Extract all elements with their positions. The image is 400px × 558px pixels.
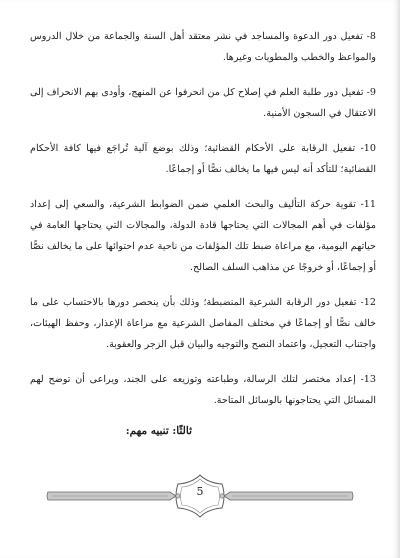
paragraph-item-8: 8- تفعيل دور الدعوة والمساجد في نشر معتقد أهل السنة والجماعة من خلال الدروس والمواعظ والخطب والمطويات وغيرها. [30,31,376,63]
paragraph-item-13: 13- إعداد مختصر لتلك الرسالة، وطباعته وتوزيعه على الجند، ويراعى أن توضح لهم المسائل التي يحتاجونها بالوسائل المتاحة. [30,374,376,406]
section-heading: ثالثًا: تنبيه مهم: [125,425,192,437]
paragraph-item-10: 10- تفعيل الرقابة على الأحكام القضائية؛ وذلك بوضع آلية تُراجَع فيها كافة الأحكام القضائية؛ للتأكد أنه ليس فيها ما يخالف نصًّا أو إجماعًا. [30,143,376,175]
page-footer [42,474,358,518]
paragraph-item-11: 11- تقوية حركة التأليف والبحث العلمي ضمن الضوابط الشرعية، والسعي إلى إعداد مؤلفات في أهم المجالات التي يحتاجها قادة الدولة، والمجالات التي يحتاجها العامة في حياتهم اليومية، مع مراعاة ضبط تلك المؤلفات من ناحية عدم احتوائها على ما يخالف نصًّا أو إجماعًا، أو خروجًا عن مذاهب السلف الصالح. [30,199,376,273]
paragraph-item-9: 9- تفعيل دور طلبة العلم في إصلاح كل من انحرفوا عن المنهج، وأودى بهم الانحراف إلى الاعتقال في السجون الأمنية. [30,87,376,119]
page-number: 5 [196,485,204,498]
page-body [30,26,376,442]
paragraph-item-12: 12- تفعيل دور الرقابة الشرعية المنضبطة؛ وذلك بأن ينحصر دورها بالاحتساب على ما خالف نصًّا أو إجماعًا في مختلف المفاصل الشرعية مع مراعاة الإعذار، وحفظ الهيئات، واجتناب التعجيل، واعتماد النصح والتوجيه والبيان قبل الزجر والعقوبة. [30,297,376,350]
